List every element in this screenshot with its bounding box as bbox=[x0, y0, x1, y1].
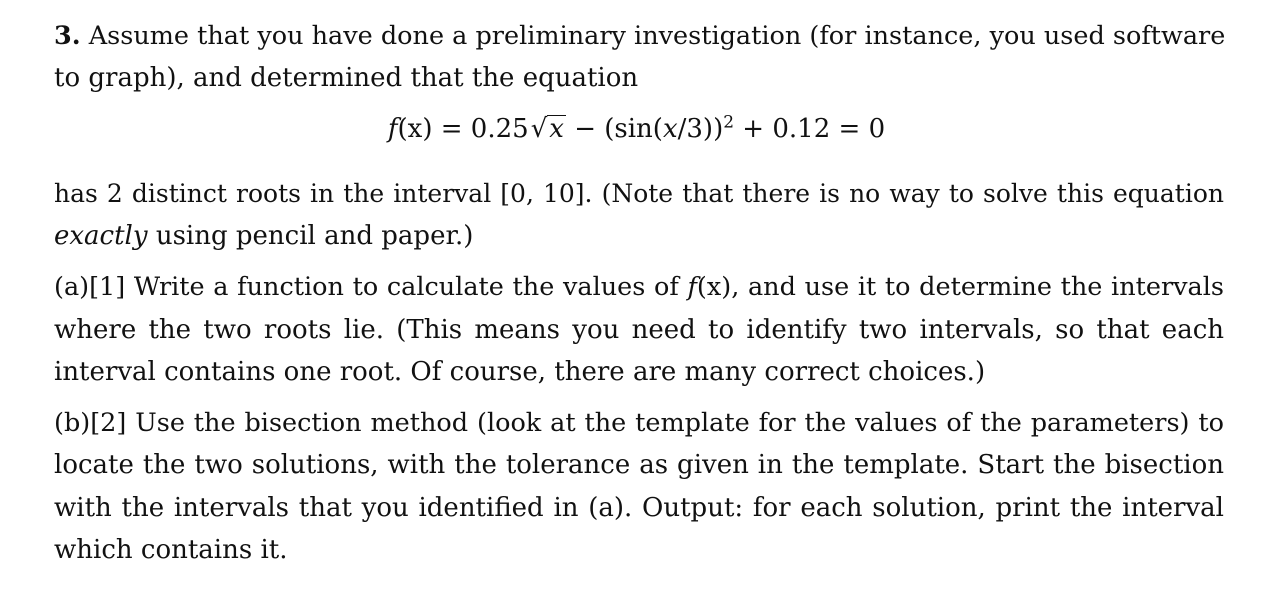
roots-text-2: using pencil and paper.) bbox=[147, 221, 474, 251]
part-b-text-2: locate the two solutions, with the tolerance as given in the template. Start the bisection bbox=[54, 450, 1224, 480]
problem-intro-line-2 bbox=[54, 62, 1224, 94]
sqrt-argument: x bbox=[549, 114, 564, 144]
equation-sin-var: x bbox=[662, 114, 678, 144]
part-a-text-1-pre: Write a function to calculate the values of bbox=[125, 272, 688, 302]
part-b-line-3 bbox=[54, 492, 1224, 524]
equation bbox=[0, 112, 1273, 146]
equation-func: f bbox=[387, 114, 398, 144]
part-a-text-3: interval contains one root. Of course, there are many correct choices.) bbox=[54, 357, 986, 387]
part-b-line-4 bbox=[54, 534, 1224, 566]
part-a-text-1-post: , and use it to determine the intervals bbox=[731, 272, 1224, 302]
problem-intro-text-1: Assume that you have done a preliminary investigation (for instance, you used software bbox=[88, 21, 1226, 51]
equation-exponent: 2 bbox=[723, 112, 735, 133]
part-a-label: (a)[1] bbox=[54, 272, 126, 302]
part-b-line-2 bbox=[54, 449, 1224, 481]
roots-line-2 bbox=[54, 220, 1224, 252]
equation-tail: + 0.12 = 0 bbox=[734, 114, 886, 144]
roots-line-1 bbox=[54, 178, 1224, 210]
part-a-line-1 bbox=[54, 271, 1224, 303]
part-b-text-4: which contains it. bbox=[54, 535, 288, 565]
problem-intro-line-1 bbox=[54, 20, 1224, 52]
problem-intro-text-2: to graph), and determined that the equation bbox=[54, 63, 639, 93]
problem-number: 3. bbox=[54, 21, 81, 51]
part-b-line-1 bbox=[54, 407, 1224, 439]
part-b-text-1: Use the bisection method (look at the template for the values of the parameters) to bbox=[126, 408, 1224, 438]
equation-sin-rest: /3)) bbox=[677, 114, 724, 144]
equation-coef: = 0.25 bbox=[432, 114, 529, 144]
part-a-line-2 bbox=[54, 314, 1224, 346]
equation-var: (x) bbox=[397, 114, 433, 144]
part-a-line-3 bbox=[54, 356, 1224, 388]
part-a-var: (x) bbox=[696, 272, 732, 302]
sqrt-symbol: √ bbox=[530, 114, 548, 144]
equation-minus-sin: − (sin( bbox=[565, 114, 663, 144]
roots-emphasis: exactly bbox=[54, 221, 148, 251]
part-a-text-2: where the two roots lie. (This means you need to identify two intervals, so that each bbox=[54, 315, 1224, 345]
sqrt-expression bbox=[529, 112, 566, 146]
part-b-text-3: with the intervals that you identified in (a). Output: for each solution, print the interval bbox=[54, 493, 1224, 523]
roots-text-1: has 2 distinct roots in the interval [0, 10]. (Note that there is no way to solve this equation bbox=[54, 179, 1224, 208]
part-a-func: f bbox=[687, 272, 697, 302]
part-b-label: (b)[2] bbox=[54, 408, 127, 438]
